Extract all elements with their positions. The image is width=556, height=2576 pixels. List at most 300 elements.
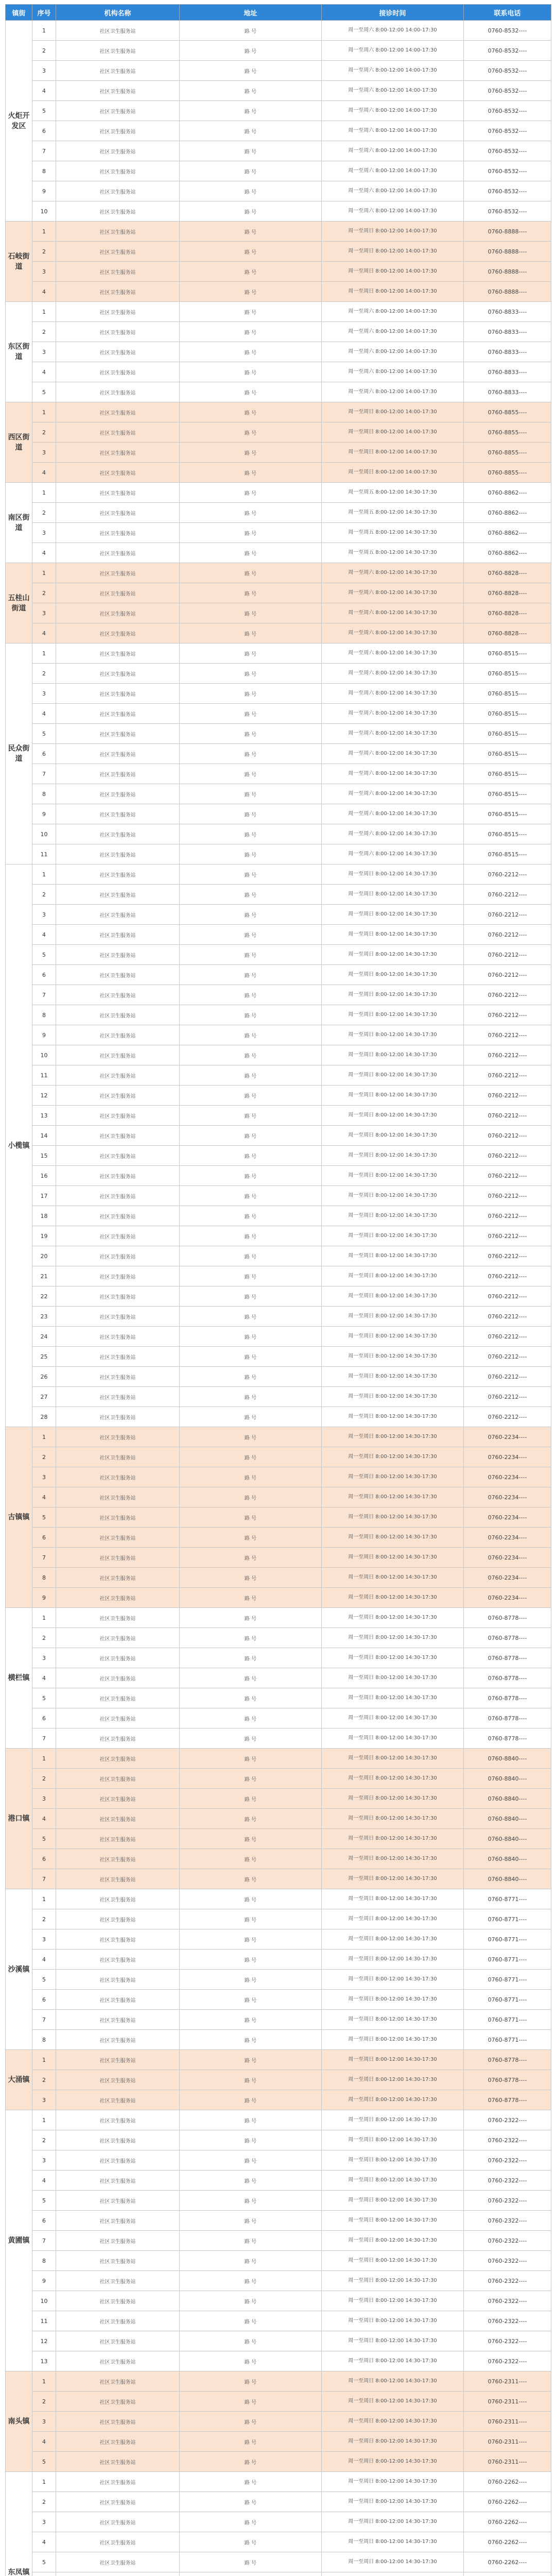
org-cell: 社区卫生服务站 <box>56 1106 180 1126</box>
hours-cell: 周一至周日 8:00-12:00 14:30-17:30 <box>322 1367 464 1387</box>
index-cell: 4 <box>32 1668 56 1688</box>
hours-cell: 周一至周日 8:00-12:00 14:30-17:30 <box>322 1387 464 1407</box>
region-cell: 黄圃镇 <box>6 2110 32 2371</box>
phone-cell: 0760-8888---- <box>464 262 551 282</box>
address-cell: 路 号 <box>180 2211 322 2231</box>
phone-cell: 0760-8862---- <box>464 543 551 563</box>
org-cell: 社区卫生服务站 <box>56 744 180 764</box>
clinic-table <box>5 4 551 2576</box>
hours-cell: 周一至周六 8:00-12:00 14:00-17:30 <box>322 302 464 322</box>
phone-cell: 0760-2262---- <box>464 2552 551 2572</box>
org-cell: 社区卫生服务站 <box>56 1889 180 1909</box>
index-cell: 26 <box>32 1367 56 1387</box>
index-cell: 10 <box>32 201 56 222</box>
index-cell: 1 <box>32 2371 56 2392</box>
hours-cell: 周一至周六 8:00-12:00 14:30-17:30 <box>322 583 464 603</box>
index-cell: 6 <box>32 1708 56 1728</box>
phone-cell: 0760-2322---- <box>464 2311 551 2331</box>
hours-cell: 周一至周日 8:00-12:00 14:30-17:30 <box>322 1146 464 1166</box>
phone-cell: 0760-2212---- <box>464 1347 551 1367</box>
table-row <box>6 1668 551 1688</box>
org-cell: 社区卫生服务站 <box>56 1749 180 1769</box>
address-cell: 路 号 <box>180 262 322 282</box>
table-row <box>6 2030 551 2050</box>
address-cell: 路 号 <box>180 2311 322 2331</box>
phone-cell: 0760-8771---- <box>464 1990 551 2010</box>
index-cell: 1 <box>32 1608 56 1628</box>
phone-cell: 0760-8828---- <box>464 623 551 643</box>
hours-cell: 周一至周日 8:00-12:00 14:00-17:30 <box>322 402 464 422</box>
table-row <box>6 1990 551 2010</box>
phone-cell: 0760-8532---- <box>464 121 551 141</box>
index-cell: 3 <box>32 523 56 543</box>
table-row <box>6 2010 551 2030</box>
table-row <box>6 342 551 362</box>
address-cell: 路 号 <box>180 443 322 463</box>
table-row <box>6 1065 551 1086</box>
org-cell: 社区卫生服务站 <box>56 2552 180 2572</box>
phone-cell: 0760-8778---- <box>464 2070 551 2090</box>
region-cell: 火炬开发区 <box>6 21 32 222</box>
address-cell: 路 号 <box>180 2552 322 2572</box>
phone-cell: 0760-2212---- <box>464 885 551 905</box>
org-cell: 社区卫生服务站 <box>56 1447 180 1467</box>
address-cell: 路 号 <box>180 282 322 302</box>
org-cell: 社区卫生服务站 <box>56 222 180 242</box>
index-cell: 10 <box>32 824 56 844</box>
org-cell: 社区卫生服务站 <box>56 905 180 925</box>
table-row <box>6 141 551 161</box>
phone-cell: 0760-8778---- <box>464 2050 551 2070</box>
index-cell: 4 <box>32 362 56 382</box>
hours-cell: 周一至周日 8:00-12:00 14:30-17:30 <box>322 1106 464 1126</box>
phone-cell: 0760-8515---- <box>464 804 551 824</box>
table-row <box>6 1608 551 1628</box>
org-cell: 社区卫生服务站 <box>56 1186 180 1206</box>
hours-cell: 周一至周日 8:00-12:00 14:30-17:30 <box>322 2552 464 2572</box>
hours-cell: 周一至周日 8:00-12:00 14:30-17:30 <box>322 1568 464 1588</box>
hours-cell: 周一至周六 8:00-12:00 14:00-17:30 <box>322 382 464 402</box>
address-cell: 路 号 <box>180 2532 322 2552</box>
address-cell: 路 号 <box>180 1688 322 1708</box>
hours-cell: 周一至周日 8:00-12:00 14:30-17:30 <box>322 1528 464 1548</box>
org-cell: 社区卫生服务站 <box>56 2392 180 2412</box>
phone-cell: 0760-8778---- <box>464 1688 551 1708</box>
table-row <box>6 2150 551 2171</box>
hours-cell: 周一至周日 8:00-12:00 14:30-17:30 <box>322 2030 464 2050</box>
phone-cell: 0760-2212---- <box>464 1307 551 1327</box>
table-row <box>6 1648 551 1668</box>
phone-cell: 0760-8840---- <box>464 1809 551 1829</box>
address-cell: 路 号 <box>180 61 322 81</box>
table-row <box>6 2251 551 2271</box>
org-cell: 社区卫生服务站 <box>56 101 180 121</box>
address-cell: 路 号 <box>180 463 322 483</box>
hours-cell: 周一至周日 8:00-12:00 14:30-17:30 <box>322 1548 464 1568</box>
hours-cell: 周一至周六 8:00-12:00 14:30-17:30 <box>322 664 464 684</box>
table-row <box>6 1387 551 1407</box>
phone-cell: 0760-2212---- <box>464 1186 551 1206</box>
address-cell: 路 号 <box>180 1809 322 1829</box>
address-cell: 路 号 <box>180 41 322 61</box>
org-cell: 社区卫生服务站 <box>56 2532 180 2552</box>
org-cell: 社区卫生服务站 <box>56 1487 180 1507</box>
index-cell: 8 <box>32 784 56 804</box>
org-cell: 社区卫生服务站 <box>56 1206 180 1226</box>
table-row <box>6 2211 551 2231</box>
hours-cell: 周一至周日 8:00-12:00 14:30-17:30 <box>322 1708 464 1728</box>
table-row <box>6 1749 551 1769</box>
index-cell: 3 <box>32 1929 56 1950</box>
index-cell: 5 <box>32 1507 56 1528</box>
org-cell: 社区卫生服务站 <box>56 2030 180 2050</box>
hours-cell: 周一至周日 8:00-12:00 14:30-17:30 <box>322 865 464 885</box>
table-row <box>6 885 551 905</box>
address-cell: 路 号 <box>180 1005 322 1025</box>
hours-cell: 周一至周日 8:00-12:00 14:30-17:30 <box>322 2351 464 2371</box>
phone-cell: 0760-8778---- <box>464 1648 551 1668</box>
phone-cell: 0760-8833---- <box>464 302 551 322</box>
index-cell: 1 <box>32 483 56 503</box>
index-cell: 5 <box>32 382 56 402</box>
org-cell: 社区卫生服务站 <box>56 302 180 322</box>
address-cell: 路 号 <box>180 543 322 563</box>
phone-cell: 0760-8840---- <box>464 1749 551 1769</box>
hours-cell: 周一至周六 8:00-12:00 14:00-17:30 <box>322 161 464 181</box>
index-cell: 3 <box>32 603 56 623</box>
hours-cell: 周一至周日 8:00-12:00 14:30-17:30 <box>322 2452 464 2472</box>
address-cell: 路 号 <box>180 1327 322 1347</box>
address-cell: 路 号 <box>180 222 322 242</box>
org-cell: 社区卫生服务站 <box>56 161 180 181</box>
table-row <box>6 704 551 724</box>
address-cell: 路 号 <box>180 1548 322 1568</box>
phone-cell: 0760-8532---- <box>464 21 551 41</box>
org-cell: 社区卫生服务站 <box>56 262 180 282</box>
org-cell: 社区卫生服务站 <box>56 422 180 443</box>
org-cell: 社区卫生服务站 <box>56 1427 180 1447</box>
org-cell: 社区卫生服务站 <box>56 1387 180 1407</box>
index-cell: 7 <box>32 1728 56 1749</box>
index-cell: 7 <box>32 2010 56 2030</box>
phone-cell: 0760-8840---- <box>464 1849 551 1869</box>
index-cell: 2 <box>32 2130 56 2150</box>
phone-cell: 0760-2322---- <box>464 2110 551 2130</box>
hours-cell: 周一至周日 8:00-12:00 14:30-17:30 <box>322 1246 464 1266</box>
hours-cell: 周一至周日 8:00-12:00 14:30-17:30 <box>322 2150 464 2171</box>
phone-cell: 0760-8833---- <box>464 362 551 382</box>
table-row <box>6 2432 551 2452</box>
hours-cell: 周一至周日 8:00-12:00 14:30-17:30 <box>322 1206 464 1226</box>
hours-cell: 周一至周六 8:00-12:00 14:30-17:30 <box>322 563 464 583</box>
index-cell: 6 <box>32 1849 56 1869</box>
table-row <box>6 1045 551 1065</box>
index-cell: 4 <box>32 623 56 643</box>
index-cell: 19 <box>32 1226 56 1246</box>
org-cell: 社区卫生服务站 <box>56 1970 180 1990</box>
org-cell: 社区卫生服务站 <box>56 2291 180 2311</box>
index-cell: 9 <box>32 804 56 824</box>
table-row <box>6 2110 551 2130</box>
index-cell <box>32 2572 56 2576</box>
address-cell: 路 号 <box>180 1749 322 1769</box>
hours-cell: 周一至周日 8:00-12:00 14:00-17:30 <box>322 463 464 483</box>
phone-cell: 0760-8778---- <box>464 1708 551 1728</box>
phone-cell: 0760-8833---- <box>464 342 551 362</box>
hours-cell: 周一至周日 8:00-12:00 14:30-17:30 <box>322 2090 464 2110</box>
phone-cell: 0760-8855---- <box>464 463 551 483</box>
table-row <box>6 1307 551 1327</box>
table-row <box>6 2291 551 2311</box>
hours-cell: 周一至周六 8:00-12:00 14:00-17:30 <box>322 21 464 41</box>
index-cell: 16 <box>32 1166 56 1186</box>
org-cell: 社区卫生服务站 <box>56 724 180 744</box>
index-cell: 6 <box>32 1990 56 2010</box>
address-cell: 路 号 <box>180 422 322 443</box>
table-row <box>6 1106 551 1126</box>
table-row <box>6 1829 551 1849</box>
hours-cell: 周一至周日 8:00-12:00 14:30-17:30 <box>322 1407 464 1427</box>
header-region: 镇街 <box>6 5 32 21</box>
org-cell: 社区卫生服务站 <box>56 824 180 844</box>
table-row <box>6 201 551 222</box>
hours-cell: 周一至周日 8:00-12:00 14:30-17:30 <box>322 2130 464 2150</box>
address-cell: 路 号 <box>180 2432 322 2452</box>
org-cell: 社区卫生服务站 <box>56 664 180 684</box>
phone-cell: 0760-8771---- <box>464 1929 551 1950</box>
org-cell: 社区卫生服务站 <box>56 1146 180 1166</box>
table-row <box>6 2572 551 2576</box>
hours-cell: 周一至周六 8:00-12:00 14:00-17:30 <box>322 181 464 201</box>
table-row <box>6 784 551 804</box>
address-cell: 路 号 <box>180 1266 322 1286</box>
hours-cell: 周一至周日 8:00-12:00 14:00-17:30 <box>322 222 464 242</box>
phone-cell: 0760-2212---- <box>464 1086 551 1106</box>
org-cell: 社区卫生服务站 <box>56 2010 180 2030</box>
table-row <box>6 744 551 764</box>
address-cell: 路 号 <box>180 2110 322 2130</box>
hours-cell: 周一至周六 8:00-12:00 14:30-17:30 <box>322 603 464 623</box>
table-row <box>6 222 551 242</box>
table-row <box>6 965 551 985</box>
hours-cell: 周一至周六 8:00-12:00 14:00-17:30 <box>322 362 464 382</box>
table-row <box>6 262 551 282</box>
index-cell: 5 <box>32 724 56 744</box>
table-row <box>6 1528 551 1548</box>
org-cell: 社区卫生服务站 <box>56 1226 180 1246</box>
address-cell: 路 号 <box>180 1648 322 1668</box>
address-cell: 路 号 <box>180 2351 322 2371</box>
phone-cell: 0760-2322---- <box>464 2130 551 2150</box>
index-cell: 8 <box>32 1005 56 1025</box>
index-cell: 3 <box>32 2412 56 2432</box>
index-cell: 2 <box>32 2070 56 2090</box>
table-row <box>6 1688 551 1708</box>
org-cell: 社区卫生服务站 <box>56 41 180 61</box>
hours-cell: 周一至周六 8:00-12:00 14:00-17:30 <box>322 41 464 61</box>
org-cell: 社区卫生服务站 <box>56 463 180 483</box>
address-cell: 路 号 <box>180 322 322 342</box>
phone-cell: 0760-2322---- <box>464 2271 551 2291</box>
address-cell: 路 号 <box>180 1708 322 1728</box>
table-row <box>6 282 551 302</box>
index-cell: 2 <box>32 242 56 262</box>
index-cell: 10 <box>32 2291 56 2311</box>
phone-cell: 0760-8888---- <box>464 282 551 302</box>
table-row <box>6 101 551 121</box>
hours-cell: 周一至周日 8:00-12:00 14:00-17:30 <box>322 262 464 282</box>
phone-cell: 0760-2212---- <box>464 1387 551 1407</box>
table-row <box>6 2271 551 2291</box>
hours-cell: 周一至周日 8:00-12:00 14:30-17:30 <box>322 1447 464 1467</box>
index-cell: 7 <box>32 764 56 784</box>
org-cell: 社区卫生服务站 <box>56 1065 180 1086</box>
phone-cell: 0760-2212---- <box>464 1407 551 1427</box>
table-row <box>6 1708 551 1728</box>
index-cell: 4 <box>32 463 56 483</box>
address-cell <box>180 2572 322 2576</box>
phone-cell: 0760-8840---- <box>464 1789 551 1809</box>
index-cell: 3 <box>32 342 56 362</box>
org-cell: 社区卫生服务站 <box>56 483 180 503</box>
org-cell: 社区卫生服务站 <box>56 1266 180 1286</box>
table-row <box>6 1929 551 1950</box>
phone-cell: 0760-2212---- <box>464 1266 551 1286</box>
index-cell: 5 <box>32 1829 56 1849</box>
org-cell: 社区卫生服务站 <box>56 81 180 101</box>
table-row <box>6 2070 551 2090</box>
table-row <box>6 1467 551 1487</box>
phone-cell: 0760-8515---- <box>464 824 551 844</box>
hours-cell: 周一至周日 8:00-12:00 14:30-17:30 <box>322 2311 464 2331</box>
org-cell: 社区卫生服务站 <box>56 1086 180 1106</box>
index-cell: 9 <box>32 1588 56 1608</box>
hours-cell: 周一至周日 8:00-12:00 14:30-17:30 <box>322 2010 464 2030</box>
address-cell: 路 号 <box>180 2412 322 2432</box>
index-cell: 4 <box>32 81 56 101</box>
hours-cell: 周一至周日 8:00-12:00 14:30-17:30 <box>322 1889 464 1909</box>
address-cell: 路 号 <box>180 1849 322 1869</box>
table-row <box>6 2311 551 2331</box>
table-row <box>6 503 551 523</box>
address-cell: 路 号 <box>180 1950 322 1970</box>
address-cell: 路 号 <box>180 342 322 362</box>
address-cell: 路 号 <box>180 1206 322 1226</box>
table-row <box>6 1286 551 1307</box>
address-cell: 路 号 <box>180 201 322 222</box>
address-cell: 路 号 <box>180 2030 322 2050</box>
address-cell: 路 号 <box>180 2492 322 2512</box>
address-cell: 路 号 <box>180 2010 322 2030</box>
region-cell: 大涌镇 <box>6 2050 32 2110</box>
address-cell: 路 号 <box>180 2191 322 2211</box>
index-cell: 1 <box>32 302 56 322</box>
hours-cell: 周一至周五 8:00-12:00 14:30-17:30 <box>322 543 464 563</box>
org-cell: 社区卫生服务站 <box>56 2311 180 2331</box>
hours-cell: 周一至周日 8:00-12:00 14:30-17:30 <box>322 1226 464 1246</box>
address-cell: 路 号 <box>180 1025 322 1045</box>
org-cell: 社区卫生服务站 <box>56 865 180 885</box>
hours-cell: 周一至周六 8:00-12:00 14:30-17:30 <box>322 844 464 865</box>
table-row <box>6 1849 551 1869</box>
table-row <box>6 2351 551 2371</box>
hours-cell: 周一至周日 8:00-12:00 14:30-17:30 <box>322 2171 464 2191</box>
table-row <box>6 2472 551 2492</box>
table-row <box>6 623 551 643</box>
org-cell: 社区卫生服务站 <box>56 2050 180 2070</box>
index-cell: 2 <box>32 322 56 342</box>
address-cell: 路 号 <box>180 1909 322 1929</box>
hours-cell: 周一至周日 8:00-12:00 14:30-17:30 <box>322 2532 464 2552</box>
org-cell: 社区卫生服务站 <box>56 1045 180 1065</box>
address-cell: 路 号 <box>180 804 322 824</box>
index-cell: 3 <box>32 61 56 81</box>
region-cell: 民众街道 <box>6 643 32 865</box>
org-cell: 社区卫生服务站 <box>56 1025 180 1045</box>
org-cell: 社区卫生服务站 <box>56 2090 180 2110</box>
hours-cell: 周一至周日 8:00-12:00 14:30-17:30 <box>322 1065 464 1086</box>
table-row <box>6 1166 551 1186</box>
index-cell: 7 <box>32 985 56 1005</box>
table-row <box>6 684 551 704</box>
index-cell: 11 <box>32 844 56 865</box>
hours-cell: 周一至周日 8:00-12:00 14:30-17:30 <box>322 2271 464 2291</box>
hours-cell: 周一至周日 8:00-12:00 14:30-17:30 <box>322 1789 464 1809</box>
org-cell: 社区卫生服务站 <box>56 61 180 81</box>
phone-cell: 0760-8855---- <box>464 443 551 463</box>
hours-cell: 周一至周日 8:00-12:00 14:30-17:30 <box>322 1628 464 1648</box>
phone-cell: 0760-8771---- <box>464 2030 551 2050</box>
table-row <box>6 2492 551 2512</box>
org-cell: 社区卫生服务站 <box>56 563 180 583</box>
phone-cell: 0760-2311---- <box>464 2432 551 2452</box>
table-row <box>6 1126 551 1146</box>
index-cell: 4 <box>32 282 56 302</box>
phone-cell: 0760-2212---- <box>464 1005 551 1025</box>
phone-cell: 0760-8840---- <box>464 1869 551 1889</box>
table-row <box>6 985 551 1005</box>
index-cell: 4 <box>32 925 56 945</box>
address-cell: 路 号 <box>180 664 322 684</box>
index-cell: 1 <box>32 563 56 583</box>
phone-cell: 0760-8828---- <box>464 603 551 623</box>
table-row <box>6 643 551 664</box>
address-cell: 路 号 <box>180 1990 322 2010</box>
org-cell: 社区卫生服务站 <box>56 2472 180 2492</box>
address-cell: 路 号 <box>180 2150 322 2171</box>
region-cell: 古镇镇 <box>6 1427 32 1608</box>
index-cell: 8 <box>32 2030 56 2050</box>
address-cell: 路 号 <box>180 1307 322 1327</box>
table-row <box>6 1909 551 1929</box>
address-cell: 路 号 <box>180 684 322 704</box>
org-cell: 社区卫生服务站 <box>56 603 180 623</box>
phone-cell: 0760-8771---- <box>464 1889 551 1909</box>
phone-cell: 0760-8771---- <box>464 2010 551 2030</box>
address-cell: 路 号 <box>180 21 322 41</box>
index-cell: 18 <box>32 1206 56 1226</box>
org-cell: 社区卫生服务站 <box>56 1467 180 1487</box>
address-cell: 路 号 <box>180 141 322 161</box>
phone-cell: 0760-2212---- <box>464 1126 551 1146</box>
index-cell: 5 <box>32 2191 56 2211</box>
table-row <box>6 523 551 543</box>
table-row <box>6 302 551 322</box>
phone-cell: 0760-2322---- <box>464 2291 551 2311</box>
index-cell: 15 <box>32 1146 56 1166</box>
org-cell: 社区卫生服务站 <box>56 2351 180 2371</box>
org-cell: 社区卫生服务站 <box>56 342 180 362</box>
